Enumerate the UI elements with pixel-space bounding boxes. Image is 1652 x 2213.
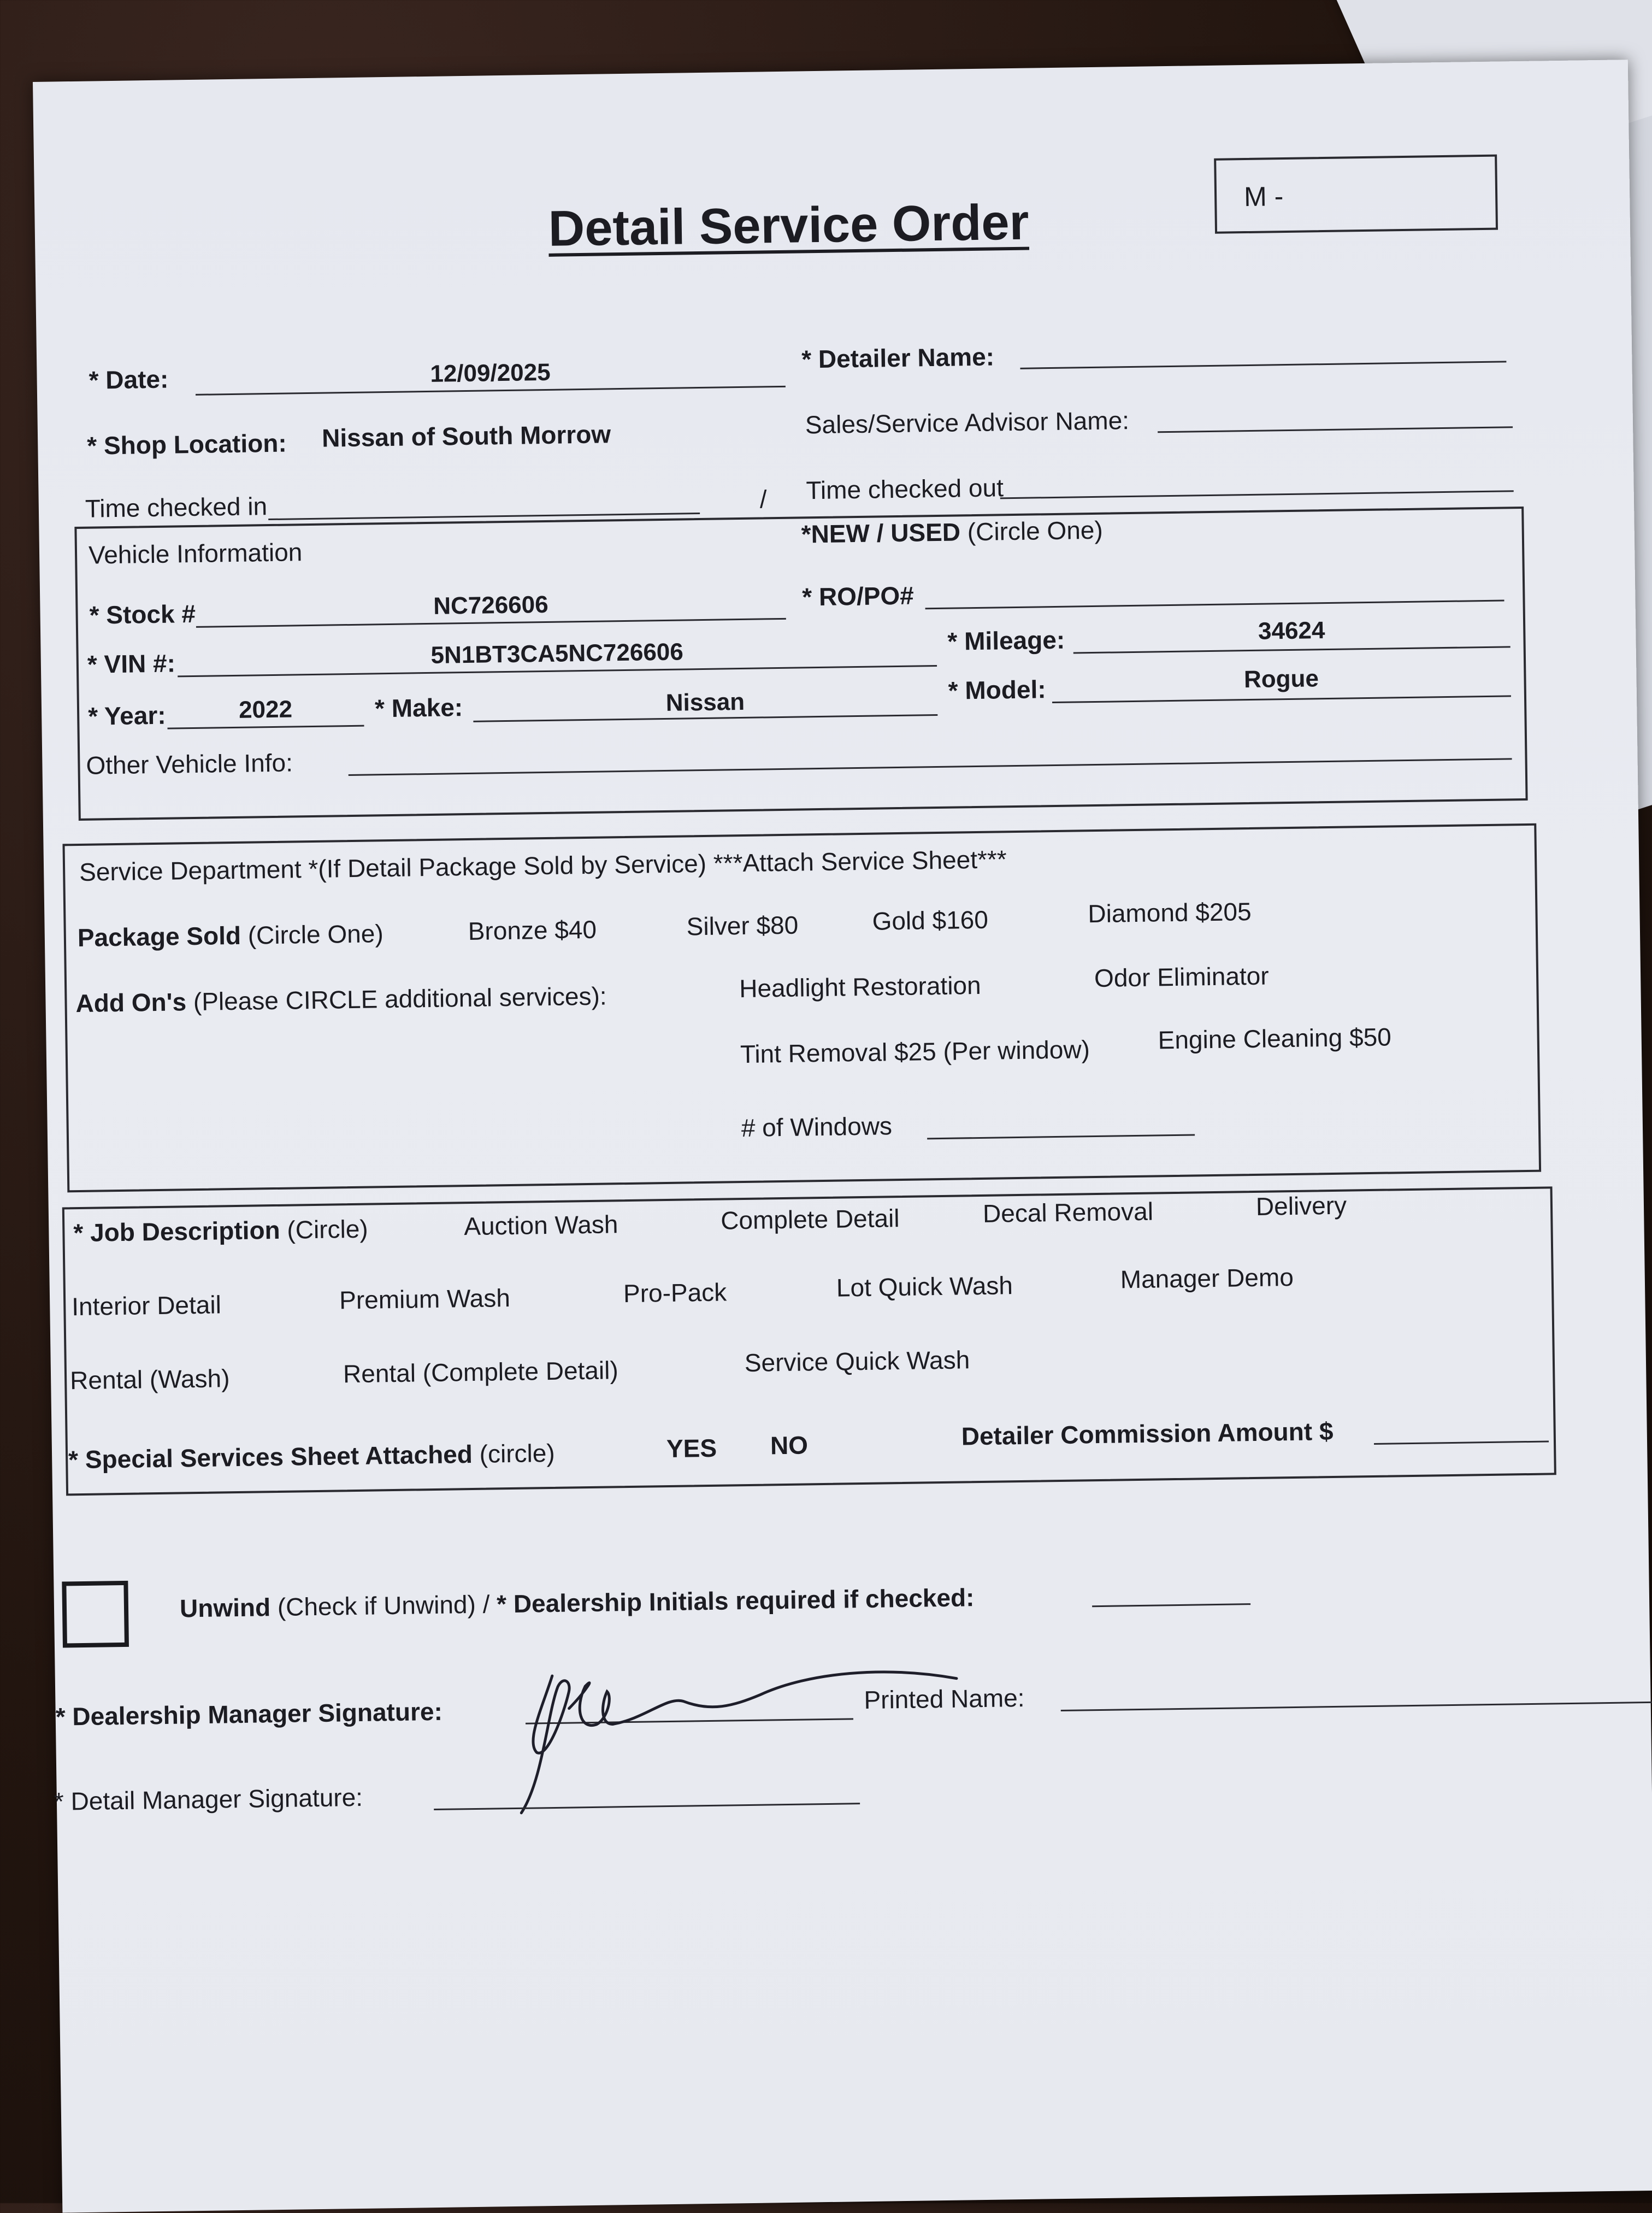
special-services-yes[interactable]: YES xyxy=(666,1433,717,1463)
package-option[interactable]: Silver $80 xyxy=(686,910,799,941)
job-description-label-group xyxy=(73,1214,368,1248)
job-option[interactable]: Delivery xyxy=(1255,1191,1347,1221)
printed-name-label: Printed Name: xyxy=(864,1683,1025,1715)
make-value: Nissan xyxy=(665,688,745,716)
package-option[interactable]: Bronze $40 xyxy=(468,915,597,946)
package-sold-label: Package Sold xyxy=(77,921,241,952)
initials-line[interactable] xyxy=(1092,1603,1250,1607)
mileage-value: 34624 xyxy=(1258,617,1325,645)
manager-signature-label: * Dealership Manager Signature: xyxy=(55,1697,443,1731)
manager-signature xyxy=(503,1636,1052,1824)
package-sold-label-group xyxy=(77,919,384,952)
other-vehicle-info-label: Other Vehicle Info: xyxy=(86,748,293,780)
stock-value: NC726606 xyxy=(433,591,548,620)
new-used-label: *NEW / USED xyxy=(801,517,961,549)
vin-label: * VIN #: xyxy=(87,649,176,679)
service-department-heading: Service Department *(If Detail Package Sold by Service) ***Attach Service Sheet*** xyxy=(79,845,1007,886)
year-value: 2022 xyxy=(238,696,293,723)
job-option[interactable]: Complete Detail xyxy=(720,1204,900,1235)
job-option[interactable]: Pro-Pack xyxy=(623,1278,727,1308)
date-value: 12/09/2025 xyxy=(430,358,551,387)
advisor-name-line[interactable] xyxy=(1158,426,1513,433)
windows-label: # of Windows xyxy=(741,1111,893,1143)
package-option[interactable]: Diamond $205 xyxy=(1088,897,1252,928)
date-label: * Date: xyxy=(88,364,169,395)
model-value: Rogue xyxy=(1243,665,1319,693)
advisor-name-label: Sales/Service Advisor Name: xyxy=(805,406,1130,439)
addon-option[interactable]: Tint Removal $25 (Per window) xyxy=(740,1035,1090,1069)
addon-option[interactable]: Engine Cleaning $50 xyxy=(1158,1022,1392,1055)
unwind-note: (Check if Unwind) / xyxy=(277,1590,490,1622)
job-option[interactable]: Lot Quick Wash xyxy=(836,1271,1013,1302)
unwind-group xyxy=(180,1582,975,1623)
model-label: * Model: xyxy=(948,675,1046,705)
package-option[interactable]: Gold $160 xyxy=(872,905,989,935)
addon-option[interactable]: Odor Eliminator xyxy=(1094,961,1269,993)
job-option[interactable]: Auction Wash xyxy=(463,1210,618,1241)
new-used-note: (Circle One) xyxy=(967,515,1104,546)
job-option[interactable]: Premium Wash xyxy=(339,1284,511,1315)
job-option[interactable]: Rental (Complete Detail) xyxy=(343,1356,619,1388)
special-services-note: (circle) xyxy=(479,1438,556,1468)
detailer-name-line[interactable] xyxy=(1020,361,1506,369)
year-label: * Year: xyxy=(87,701,166,731)
package-sold-note: (Circle One) xyxy=(247,919,384,950)
ro-po-label: * RO/PO# xyxy=(801,581,914,611)
page-title: Detail Service Order xyxy=(548,194,1030,257)
form-number: M - xyxy=(1243,181,1284,213)
shop-location-value: Nissan of South Morrow xyxy=(321,420,611,452)
detail-manager-signature-label: * Detail Manager Signature: xyxy=(54,1782,363,1816)
job-option[interactable]: Decal Removal xyxy=(982,1197,1154,1228)
commission-label: Detailer Commission Amount $ xyxy=(961,1417,1334,1451)
slash-separator: / xyxy=(759,485,767,514)
time-out-label: Time checked out xyxy=(806,473,1004,505)
job-option[interactable]: Interior Detail xyxy=(71,1290,222,1321)
printed-name-line[interactable] xyxy=(1061,1702,1652,1711)
detailer-name-label: * Detailer Name: xyxy=(801,342,995,374)
addons-label: Add On's xyxy=(75,987,187,1018)
shop-location-label: * Shop Location: xyxy=(86,428,287,460)
time-in-label: Time checked in xyxy=(85,492,268,523)
form-number-box xyxy=(1214,155,1498,234)
unwind-label: Unwind xyxy=(179,1593,271,1623)
vehicle-info-label: Vehicle Information xyxy=(88,538,303,569)
mileage-label: * Mileage: xyxy=(947,625,1065,656)
service-order-sheet xyxy=(33,60,1652,2212)
unwind-checkbox[interactable] xyxy=(62,1581,129,1648)
special-services-no[interactable]: NO xyxy=(770,1431,809,1460)
new-used-field[interactable] xyxy=(801,515,1103,549)
make-label: * Make: xyxy=(374,693,463,723)
stock-label: * Stock # xyxy=(89,599,196,629)
job-option[interactable]: Manager Demo xyxy=(1120,1262,1294,1294)
special-services-label: * Special Services Sheet Attached xyxy=(68,1440,473,1474)
job-description-label: * Job Description xyxy=(73,1215,281,1247)
job-option[interactable]: Rental (Wash) xyxy=(69,1364,230,1395)
addon-option[interactable]: Headlight Restoration xyxy=(739,970,981,1003)
job-description-note: (Circle) xyxy=(287,1214,369,1244)
addons-note: (Please CIRCLE additional services): xyxy=(193,981,607,1016)
job-option[interactable]: Service Quick Wash xyxy=(744,1345,970,1378)
initials-label: * Dealership Initials required if checked: xyxy=(496,1583,975,1618)
vin-value: 5N1BT3CA5NC726606 xyxy=(430,638,684,669)
time-out-line[interactable] xyxy=(1000,490,1514,499)
